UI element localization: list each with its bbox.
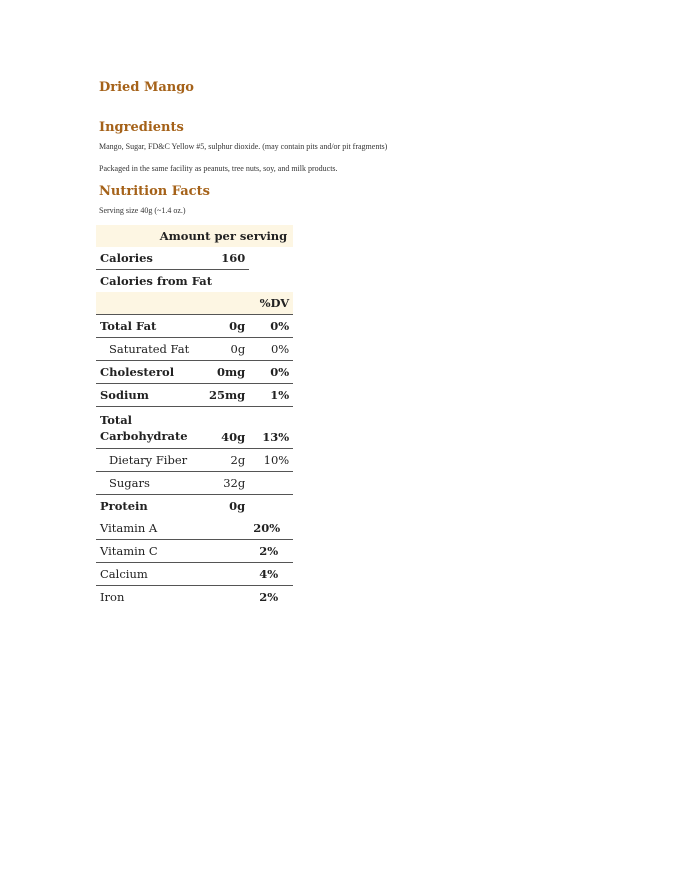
vitamin-a-label: Vitamin A (96, 517, 205, 540)
protein-amount: 0g (229, 499, 246, 513)
iron-label: Iron (100, 590, 125, 604)
serving-size-text: Serving size 40g (~1.4 oz.) (99, 206, 186, 215)
iron-row (96, 586, 293, 609)
calories-value: 160 (205, 247, 249, 270)
dv-header: %DV (249, 292, 293, 315)
total-carbohydrate-row (96, 407, 293, 449)
sodium-label: Sodium (96, 384, 205, 407)
protein-row (96, 495, 293, 518)
protein-label: Protein (100, 499, 148, 513)
ingredients-heading: Ingredients (99, 120, 184, 135)
amount-per-serving-header: Amount per serving (96, 225, 293, 247)
total-carbohydrate-amount: 40g (205, 407, 249, 449)
ingredients-text: Mango, Sugar, FD&C Yellow #5, sulphur dioxide. (may contain pits and/or pit fragments) (99, 142, 388, 151)
nutrition-facts-heading: Nutrition Facts (99, 184, 210, 199)
dietary-fiber-amount: 2g (205, 449, 249, 472)
saturated-fat-row (96, 338, 293, 361)
cholesterol-row (96, 361, 293, 384)
cholesterol-label: Cholesterol (96, 361, 205, 384)
sugars-row (96, 472, 293, 495)
sugars-label: Sugars (96, 472, 205, 495)
calories-row (96, 247, 293, 270)
saturated-fat-amount: 0g (205, 338, 249, 361)
calories-label: Calories (96, 247, 205, 270)
total-carbohydrate-dv: 13% (249, 407, 293, 449)
cholesterol-amount: 0mg (205, 361, 249, 384)
total-fat-dv: 0% (249, 315, 293, 338)
sodium-amount: 25mg (205, 384, 249, 407)
vitamin-a-dv: 20% (249, 517, 293, 540)
calories-from-fat-label: Calories from Fat (100, 274, 213, 288)
nutrition-facts-table (96, 225, 293, 608)
amount-per-serving-row (96, 225, 293, 247)
vitamin-c-label: Vitamin C (96, 540, 205, 563)
dietary-fiber-row (96, 449, 293, 472)
page-title: Dried Mango (99, 80, 194, 95)
calcium-row (96, 563, 293, 586)
calcium-label: Calcium (96, 563, 205, 586)
sodium-row (96, 384, 293, 407)
saturated-fat-dv: 0% (249, 338, 293, 361)
vitamin-c-row (96, 540, 293, 563)
cholesterol-dv: 0% (249, 361, 293, 384)
saturated-fat-label: Saturated Fat (96, 338, 205, 361)
calcium-dv: 4% (249, 563, 293, 586)
total-fat-row (96, 315, 293, 338)
calories-from-fat-row (96, 270, 293, 293)
vitamin-c-dv: 2% (249, 540, 293, 563)
iron-dv: 2% (259, 590, 279, 604)
sugars-amount: 32g (205, 472, 249, 495)
sodium-dv: 1% (249, 384, 293, 407)
dietary-fiber-dv: 10% (249, 449, 293, 472)
dietary-fiber-label: Dietary Fiber (96, 449, 205, 472)
dv-header-row (96, 292, 293, 315)
total-fat-amount: 0g (205, 315, 249, 338)
total-fat-label: Total Fat (96, 315, 205, 338)
allergen-facility-text: Packaged in the same facility as peanuts, tree nuts, soy, and milk products. (99, 164, 338, 173)
vitamin-a-row (96, 517, 293, 540)
total-carbohydrate-label-line1: Total (100, 412, 133, 427)
total-carbohydrate-label-line2: Carbohydrate (100, 428, 188, 443)
total-carbohydrate-label (96, 407, 205, 449)
